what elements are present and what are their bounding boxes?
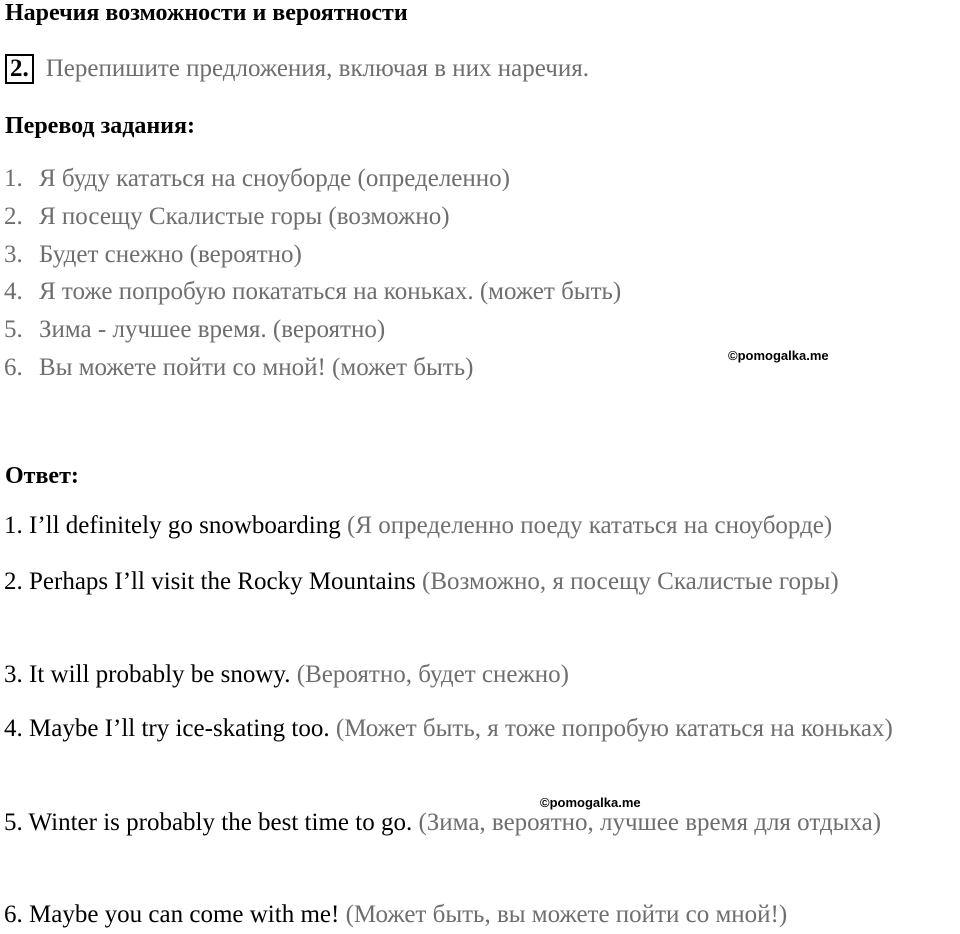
- answer-item: [4, 896, 960, 934]
- translation-item: [4, 198, 621, 236]
- answer-english: 1. I’ll definitely go snowboarding: [4, 512, 341, 539]
- answer-english: 5. Winter is probably the best time to go.: [4, 809, 413, 836]
- translation-item-text: Я тоже попробую покататься на коньках. (может быть): [39, 278, 622, 306]
- task-row: [5, 54, 589, 84]
- translation-item: [4, 349, 621, 387]
- translation-item-text: Я посещу Скалистые горы (возможно): [39, 202, 450, 230]
- translation-item-number: 5.: [4, 316, 23, 344]
- answer-translation: (Может быть, я тоже попробую кататься на коньках): [335, 715, 893, 742]
- translation-item: [4, 311, 621, 349]
- translation-item: [4, 236, 621, 274]
- task-number-badge: 2.: [5, 54, 34, 84]
- translation-heading: Перевод задания:: [5, 113, 195, 139]
- answer-heading: Ответ:: [5, 463, 79, 489]
- answer-translation: (Может быть, вы можете пойти со мной!): [345, 901, 788, 928]
- answer-translation: (Возможно, я посещу Скалистые горы): [422, 568, 839, 595]
- answer-english: 3. It will probably be snowy.: [4, 661, 291, 688]
- translation-item-number: 6.: [4, 353, 23, 381]
- translation-item: [4, 273, 621, 311]
- translation-list: [4, 160, 621, 387]
- answer-item: [4, 563, 960, 601]
- translation-item-text: Я буду кататься на сноуборде (определенно): [39, 165, 510, 192]
- translation-item-number: 2.: [4, 202, 23, 230]
- answer-english: 4. Maybe I’ll try ice-skating too.: [4, 715, 330, 742]
- watermark-top: ©pomogalka.me: [728, 348, 829, 363]
- answer-item: [4, 804, 960, 842]
- watermark-bottom: ©pomogalka.me: [540, 795, 641, 810]
- translation-item-number: 4.: [4, 278, 23, 306]
- translation-item-number: 1.: [4, 165, 23, 192]
- answer-translation: (Я определенно поеду кататься на сноуборде): [347, 512, 833, 539]
- answer-item: [4, 656, 960, 694]
- answer-item: [4, 507, 960, 545]
- translation-item-text: Будет снежно (вероятно): [39, 240, 302, 268]
- answer-translation: (Зима, вероятно, лучшее время для отдыха): [418, 809, 882, 836]
- answer-english: 2. Perhaps I’ll visit the Rocky Mountains: [4, 568, 416, 595]
- task-instruction: Перепишите предложения, включая в них наречия.: [45, 55, 589, 82]
- answer-item: [4, 710, 960, 748]
- translation-item: [4, 160, 621, 198]
- translation-item-text: Зима - лучшее время. (вероятно): [39, 316, 386, 344]
- page-title: Наречия возможности и вероятности: [5, 0, 408, 26]
- answer-english: 6. Maybe you can come with me!: [4, 901, 340, 928]
- answer-translation: (Вероятно, будет снежно): [296, 661, 569, 688]
- translation-item-text: Вы можете пойти со мной! (может быть): [39, 353, 474, 381]
- translation-item-number: 3.: [4, 240, 23, 268]
